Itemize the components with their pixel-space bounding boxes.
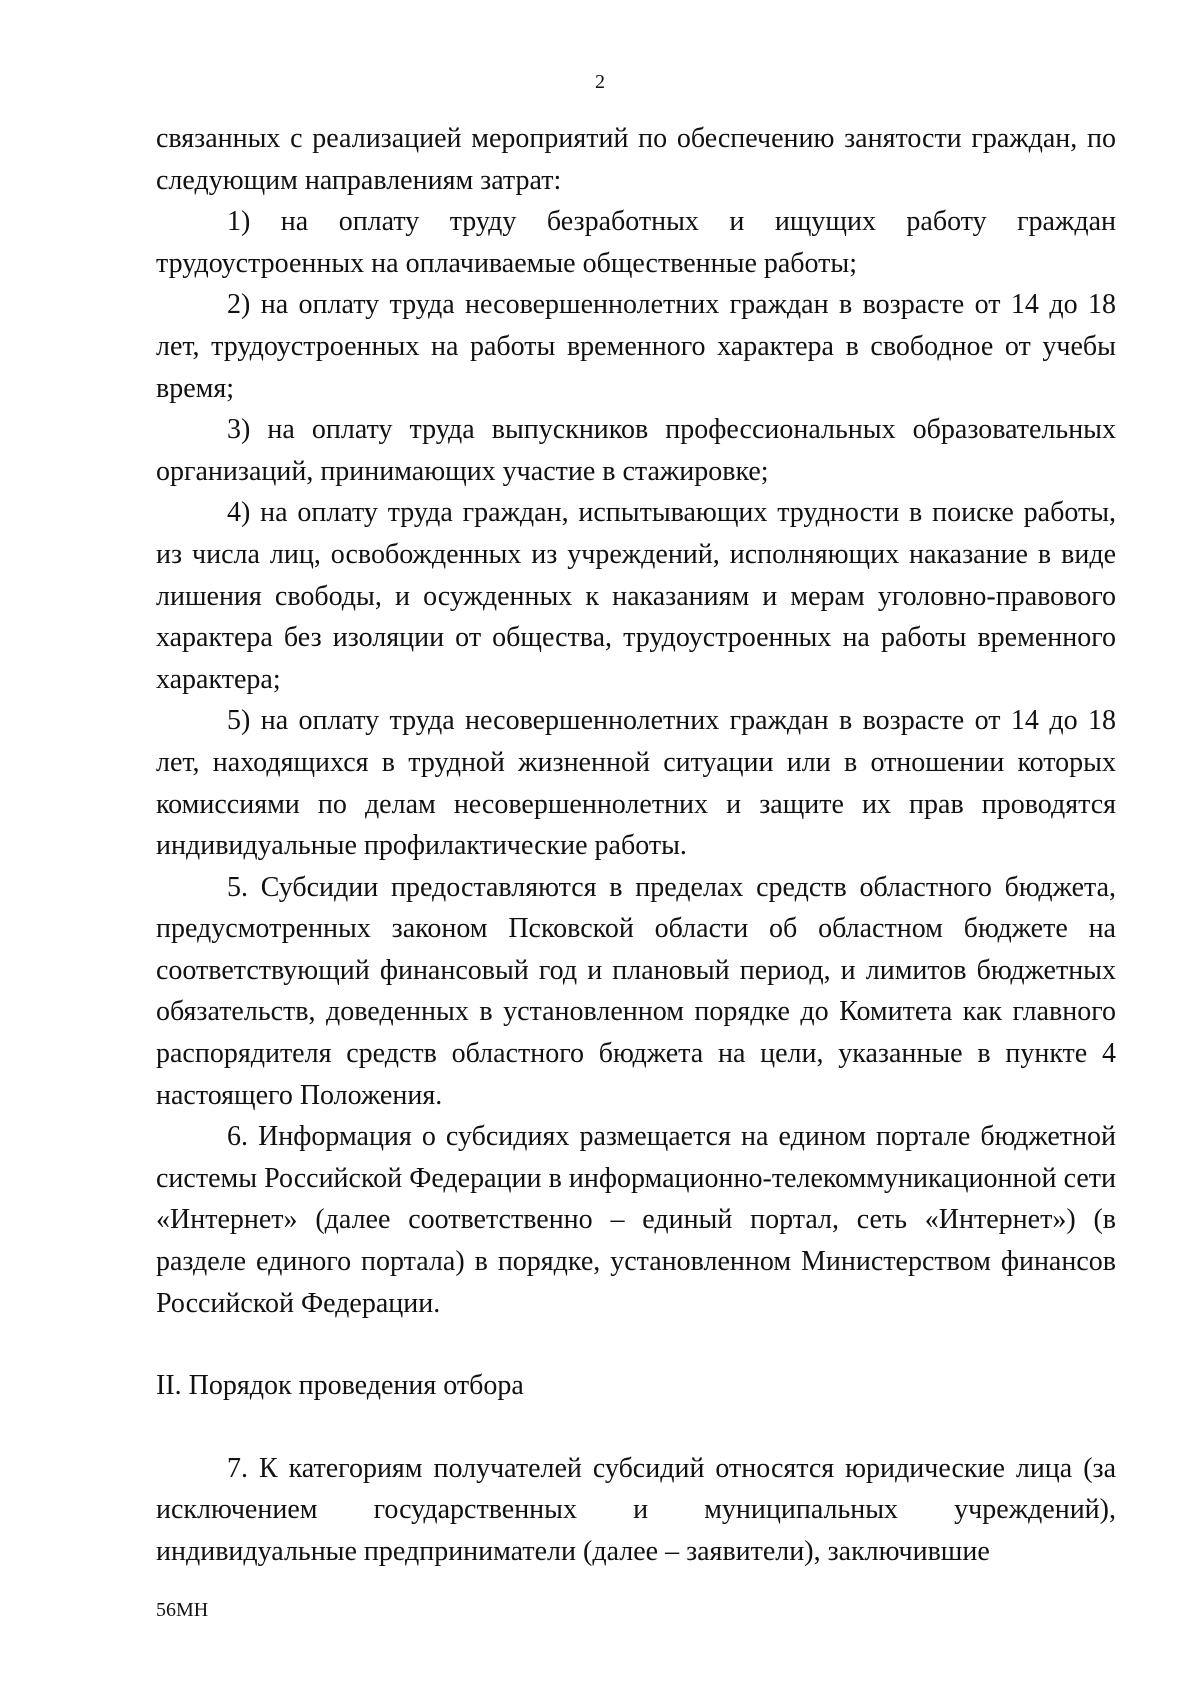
list-item-3: 3) на оплату труда выпускников профессиональных образовательных организаций, принимающих участие в стажировке; bbox=[156, 414, 1116, 487]
list-item-5: 5) на оплату труда несовершеннолетних граждан в возрасте от 14 до 18 лет, находящихся в трудной жизненной ситуации или в отношении которых комиссиями по делам несовершеннолетних и защите их прав проводятся индивидуальные профилактические работы. bbox=[156, 705, 1116, 862]
paragraph-continuation: связанных с реализацией мероприятий по обеспечению занятости граждан, по следующим направлениям затрат: bbox=[156, 123, 1116, 196]
section-heading: II. Порядок проведения отбора bbox=[156, 1370, 524, 1402]
clause-6: 6. Информация о субсидиях размещается на едином портале бюджетной системы Российской Федерации в информационно-телекоммуникационной сети «Интернет» (далее соответственно – единый портал, сеть «Интернет») (в разделе единого портала) в порядке, установленном Министерством финансов Российской Федерации. bbox=[156, 1121, 1116, 1319]
list-item-4: 4) на оплату труда граждан, испытывающих трудности в поиске работы, из числа лиц, освобожденных из учреждений, исполняющих наказание в виде лишения свободы, и осужденных к наказаниям и мерам уголовно-правового характера без изоляции от общества, трудоустроенных на работы временного характера; bbox=[156, 497, 1116, 695]
list-item-2: 2) на оплату труда несовершеннолетних граждан в возрасте от 14 до 18 лет, трудоустроенных на работы временного характера в свободное от учебы время; bbox=[156, 289, 1116, 404]
page-number: 2 bbox=[595, 71, 605, 93]
document-body bbox=[156, 118, 1116, 1573]
footer-code: 56МН bbox=[156, 1599, 209, 1621]
clause-5: 5. Субсидии предоставляются в пределах средств областного бюджета, предусмотренных законом Псковской области об областном бюджете на соответствующий финансовый год и плановый период, и лимитов бюджетных обязательств, доведенных в установленном порядке до Комитета как главного распорядителя средств областного бюджета на цели, указанные в пункте 4 настоящего Положения. bbox=[156, 871, 1116, 1111]
clause-7: 7. К категориям получателей субсидий относятся юридические лица (за исключением государственных и муниципальных учреждений), индивидуальные предприниматели (далее – заявители), заключившие bbox=[156, 1452, 1116, 1567]
list-item-1: 1) на оплату труду безработных и ищущих работу граждан трудоустроенных на оплачиваемые общественные работы; bbox=[156, 206, 1116, 279]
